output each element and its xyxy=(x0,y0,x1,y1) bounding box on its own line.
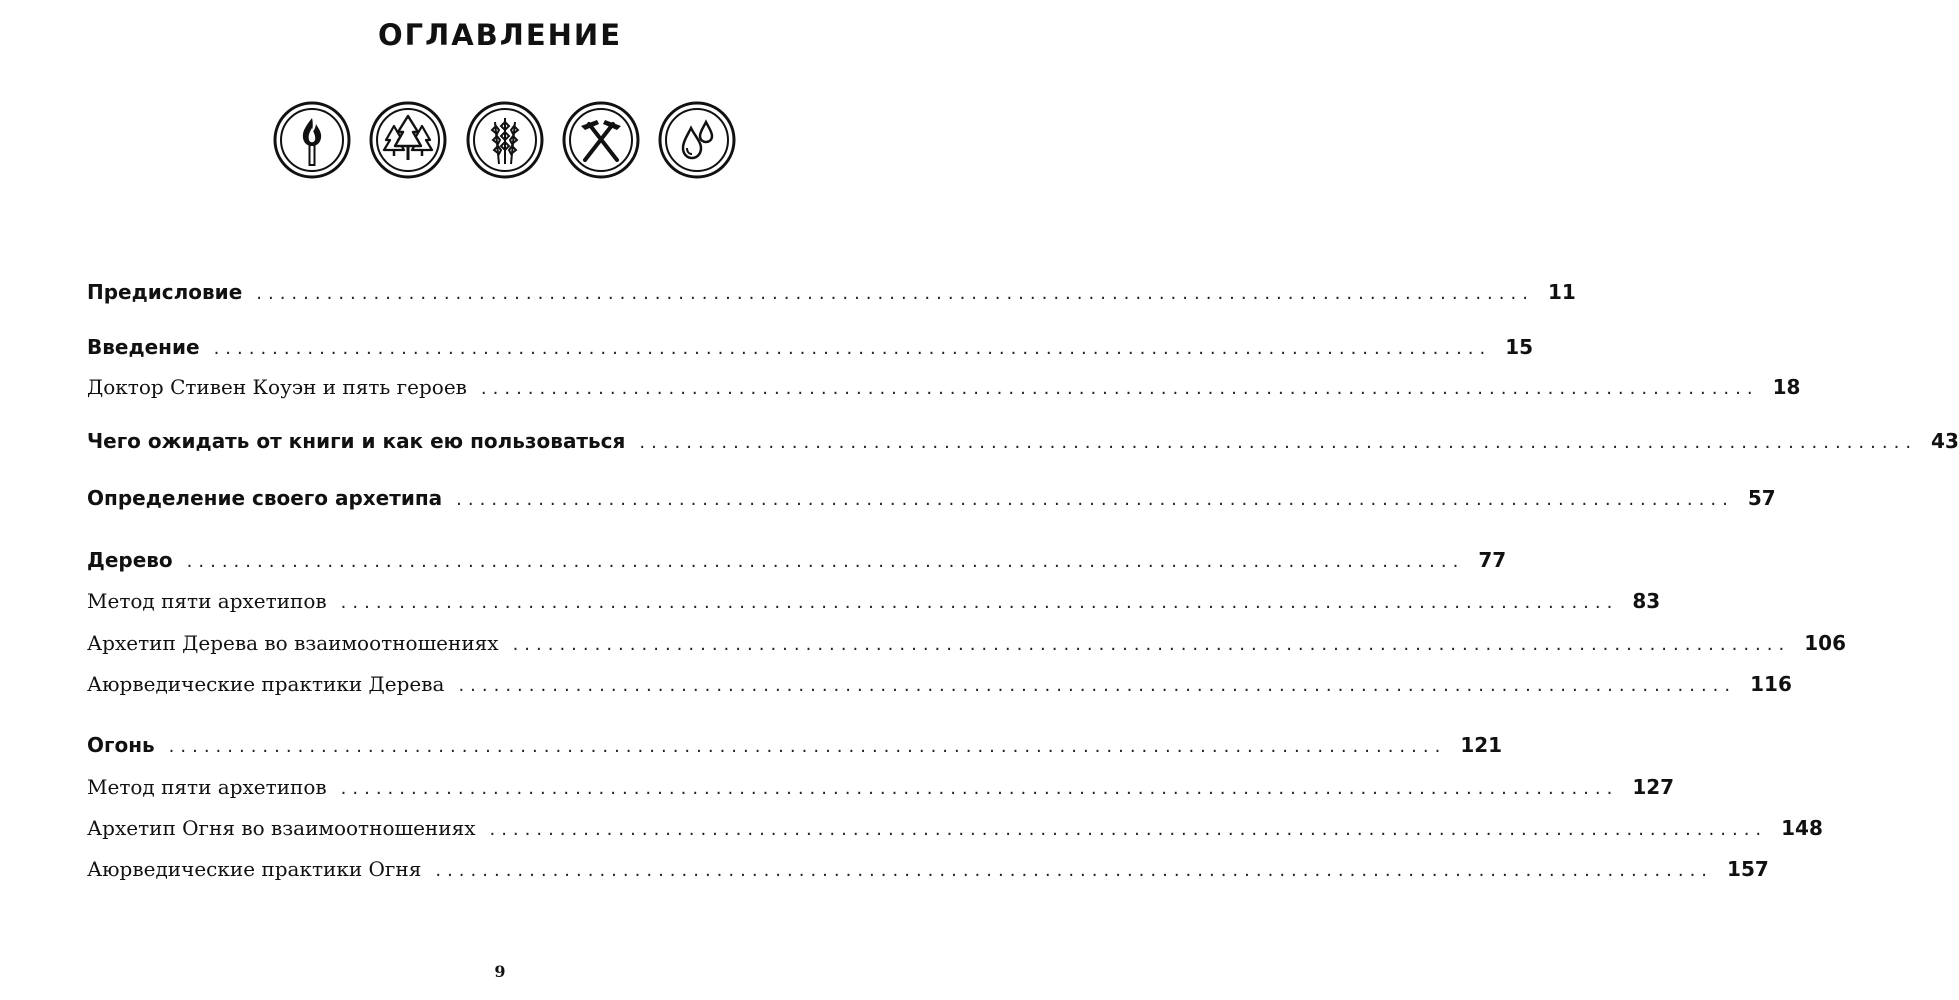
toc-entry-page: 157 xyxy=(1727,857,1769,881)
toc-entry[interactable] xyxy=(87,335,1534,369)
toc-entry[interactable] xyxy=(87,280,1576,314)
toc-entry-page: 11 xyxy=(1547,280,1576,304)
dot-leader: ............................................................................................................. xyxy=(256,283,1534,304)
toc-entry[interactable] xyxy=(87,672,1792,706)
toc-entry[interactable] xyxy=(87,775,1675,809)
toc-entry-title: Введение xyxy=(87,335,200,359)
dot-leader: ............................................................................................................. xyxy=(186,551,1465,572)
toc-entry-page: 148 xyxy=(1781,816,1823,840)
toc-entry-title: Доктор Стивен Коуэн и пять героев xyxy=(87,375,467,399)
dot-leader: ............................................................................................................. xyxy=(340,778,1619,799)
toc-entry[interactable] xyxy=(87,375,1801,409)
toc-entry[interactable] xyxy=(87,548,1507,582)
dot-leader: ............................................................................................................. xyxy=(456,489,1734,510)
dot-leader: ............................................................................................................. xyxy=(213,338,1492,359)
toc-entry-page: 77 xyxy=(1478,548,1507,572)
dot-leader: ............................................................................................................. xyxy=(168,736,1447,757)
dot-leader: ............................................................................................................. xyxy=(639,432,1918,453)
toc-entry[interactable] xyxy=(87,589,1661,623)
page-title: ОГЛАВЛЕНИЕ xyxy=(377,18,622,52)
toc-entry[interactable] xyxy=(87,733,1503,767)
toc-entry-page: 127 xyxy=(1632,775,1675,799)
toc-entry-title: Предисловие xyxy=(87,280,243,304)
dot-leader: ............................................................................................................. xyxy=(512,634,1791,655)
toc-entry-page: 43 xyxy=(1931,429,1959,453)
dot-leader: ............................................................................................................. xyxy=(435,860,1714,881)
toc-entry[interactable] xyxy=(87,631,1846,665)
dot-leader: ............................................................................................................. xyxy=(489,819,1768,840)
toc-entry-title: Метод пяти архетипов xyxy=(87,589,327,613)
page-number: 9 xyxy=(494,962,506,981)
toc-entry-title: Архетип Дерева во взаимоотношениях xyxy=(87,631,499,655)
toc-entry-title: Огонь xyxy=(87,733,155,757)
toc-entry-title: Чего ожидать от книги и как ею пользоваться xyxy=(87,429,626,453)
toc-entry-title: Аюрведические практики Огня xyxy=(87,857,422,881)
dot-leader: ............................................................................................................. xyxy=(480,378,1759,399)
toc-entry-page: 116 xyxy=(1750,672,1792,696)
dot-leader: ............................................................................................................. xyxy=(458,675,1737,696)
toc-entry-page: 15 xyxy=(1505,335,1534,359)
toc-entry-title: Архетип Огня во взаимоотношениях xyxy=(87,816,476,840)
toc-entry[interactable] xyxy=(87,816,1823,850)
toc-entry-page: 83 xyxy=(1632,589,1661,613)
toc-entry-title: Метод пяти архетипов xyxy=(87,775,327,799)
toc-entry-title: Аюрведические практики Дерева xyxy=(87,672,445,696)
toc-entry-title: Определение своего архетипа xyxy=(87,486,443,510)
toc-entry-page: 121 xyxy=(1460,733,1503,757)
toc-entry-page: 106 xyxy=(1804,631,1846,655)
toc-entry[interactable] xyxy=(87,429,1959,463)
toc-entry[interactable] xyxy=(87,486,1776,520)
toc-entry[interactable] xyxy=(87,857,1769,891)
dot-leader: ............................................................................................................. xyxy=(340,592,1619,613)
toc-entry-title: Дерево xyxy=(87,548,173,572)
toc-entry-page: 57 xyxy=(1747,486,1776,510)
toc-entry-page: 18 xyxy=(1772,375,1801,399)
